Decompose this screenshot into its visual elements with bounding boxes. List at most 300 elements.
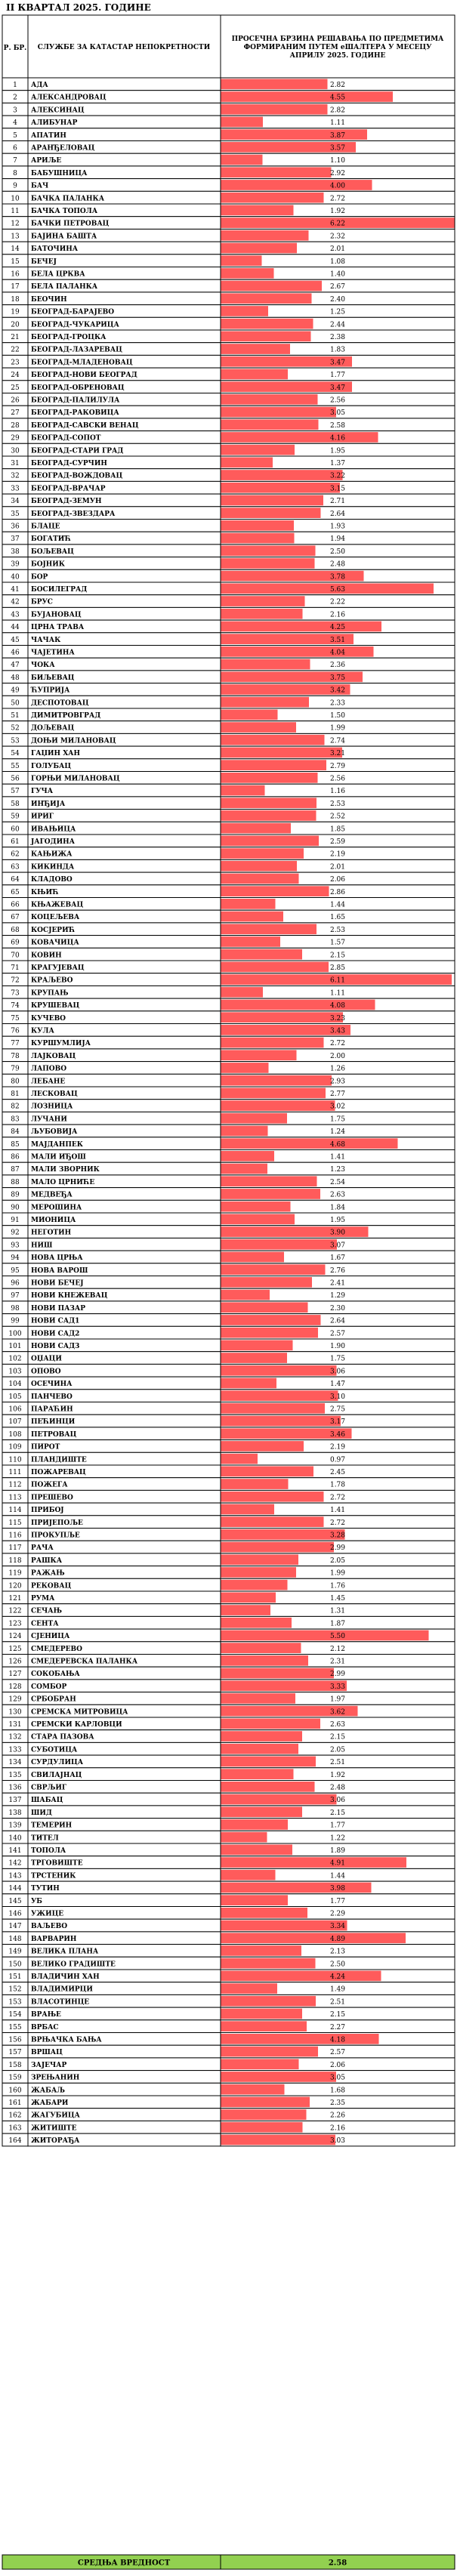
office-name: АЛЕКСАНДРОВАЦ bbox=[31, 94, 107, 102]
office-name: ЧОКА bbox=[31, 662, 55, 670]
office-name: КОЦЕЉЕВА bbox=[31, 914, 80, 922]
office-name: БЕОГРАД-СТАРИ ГРАД bbox=[31, 447, 124, 455]
table-row bbox=[2, 255, 455, 267]
table-row bbox=[2, 1100, 455, 1112]
bar bbox=[221, 293, 312, 304]
header-value: ПРОСЕЧНА БРЗИНА РЕШАВАЊА ПО ПРЕДМЕТИМА ФОРМИРАНИМ ПУТЕМ еШАЛТЕРА У МЕСЕЦУ АПРИЛУ 2025. ГОДИНЕ bbox=[231, 35, 444, 60]
office-name: АПАТИН bbox=[31, 131, 66, 140]
bar bbox=[221, 1794, 337, 1805]
row-number: 109 bbox=[8, 1443, 22, 1452]
table-row bbox=[2, 1137, 455, 1150]
office-name: ПЕТРОВАЦ bbox=[31, 1430, 77, 1439]
bar bbox=[221, 1719, 321, 1729]
row-number: 31 bbox=[11, 460, 20, 467]
value-label: 3.78 bbox=[329, 573, 346, 582]
table-row bbox=[2, 1402, 455, 1415]
bar bbox=[221, 2047, 319, 2057]
row-number: 34 bbox=[11, 498, 20, 506]
office-name: БЕОГРАД-ВРАЧАР bbox=[31, 485, 106, 493]
table-row bbox=[2, 91, 455, 103]
value-label: 3.21 bbox=[329, 750, 346, 758]
office-name: БАЧКИ ПЕТРОВАЦ bbox=[31, 220, 110, 228]
bar bbox=[221, 1416, 341, 1427]
office-name: КУЧЕВО bbox=[31, 1014, 66, 1023]
value-label: 2.99 bbox=[329, 1544, 346, 1553]
row-number: 76 bbox=[11, 1027, 20, 1035]
bar bbox=[221, 1920, 347, 1931]
row-number: 95 bbox=[11, 1266, 20, 1275]
value-label: 2.05 bbox=[329, 1556, 346, 1565]
value-label: 2.72 bbox=[329, 195, 346, 203]
bar bbox=[221, 1277, 313, 1288]
table-row bbox=[2, 671, 455, 683]
row-number: 28 bbox=[11, 421, 20, 430]
table-row bbox=[2, 2096, 455, 2109]
row-number: 131 bbox=[8, 1721, 22, 1729]
bar bbox=[221, 104, 328, 115]
office-name: ЛАПОВО bbox=[31, 1065, 67, 1073]
row-number: 119 bbox=[8, 1569, 22, 1578]
office-name: ЗАЈЕЧАР bbox=[31, 2061, 67, 2069]
table-row bbox=[2, 179, 455, 192]
value-label: 1.44 bbox=[329, 901, 346, 909]
bar bbox=[221, 1757, 317, 1767]
office-name: СОКОБАЊА bbox=[31, 1671, 80, 1679]
value-label: 1.41 bbox=[329, 1153, 346, 1162]
bar bbox=[221, 609, 303, 619]
value-label: 2.16 bbox=[329, 2124, 346, 2133]
bar bbox=[221, 319, 313, 329]
table-row bbox=[2, 204, 455, 217]
row-number: 69 bbox=[11, 939, 20, 947]
table-row bbox=[2, 381, 455, 393]
row-number: 67 bbox=[11, 914, 20, 922]
office-name: МЕРОШИНА bbox=[31, 1204, 82, 1212]
office-name: БОЉЕВАЦ bbox=[31, 548, 74, 556]
table-row bbox=[2, 1150, 455, 1163]
bar bbox=[221, 1000, 375, 1010]
bar bbox=[221, 987, 264, 998]
table-row bbox=[2, 229, 455, 242]
value-label: 2.51 bbox=[329, 1998, 346, 2007]
office-name: БЕОЧИН bbox=[31, 295, 67, 304]
value-label: 2.75 bbox=[329, 1405, 346, 1414]
table-row bbox=[2, 633, 455, 646]
bar bbox=[221, 1996, 317, 2007]
office-name: ИРИГ bbox=[31, 813, 54, 821]
bar bbox=[221, 1264, 326, 1275]
value-label: 2.15 bbox=[329, 952, 346, 960]
row-number: 11 bbox=[11, 208, 20, 215]
office-name: БЕОГРАД-ВОЖДОВАЦ bbox=[31, 472, 123, 480]
bar bbox=[221, 1454, 258, 1464]
office-name: СВРЉИГ bbox=[31, 1784, 67, 1792]
table-row bbox=[2, 797, 455, 810]
row-number: 163 bbox=[8, 2124, 22, 2133]
office-name: БЕОГРАД-БАРАЈЕВО bbox=[31, 308, 115, 316]
value-label: 1.75 bbox=[329, 1355, 346, 1363]
bar bbox=[221, 1138, 398, 1149]
value-label: 2.44 bbox=[329, 321, 346, 329]
table-row bbox=[2, 469, 455, 482]
row-number: 4 bbox=[13, 119, 17, 128]
table-row bbox=[2, 1377, 455, 1390]
value-label: 2.50 bbox=[329, 548, 346, 556]
table-row bbox=[2, 279, 455, 292]
value-label: 4.25 bbox=[329, 624, 346, 632]
office-name: ВРЊАЧКА БАЊА bbox=[31, 2036, 102, 2044]
row-number: 156 bbox=[8, 2036, 22, 2044]
row-number: 135 bbox=[8, 1771, 22, 1779]
table-row bbox=[2, 1024, 455, 1037]
office-name: ПОЖАРЕВАЦ bbox=[31, 1469, 86, 1476]
bar bbox=[221, 2135, 336, 2146]
value-label: 3.87 bbox=[329, 131, 346, 140]
row-number: 71 bbox=[11, 964, 20, 972]
row-number: 120 bbox=[8, 1582, 22, 1590]
bar bbox=[221, 1340, 293, 1351]
row-number: 157 bbox=[8, 2049, 22, 2057]
table-row bbox=[2, 1868, 455, 1881]
row-number: 13 bbox=[11, 233, 20, 241]
office-name: ГАЏИН ХАН bbox=[31, 750, 81, 758]
value-label: 2.54 bbox=[329, 1178, 346, 1186]
office-name: ПЛАНДИШТЕ bbox=[31, 1456, 87, 1464]
bar bbox=[221, 962, 329, 973]
office-name: БЕОГРАД-САВСКИ ВЕНАЦ bbox=[31, 421, 139, 430]
office-name: РАЖАЊ bbox=[31, 1569, 65, 1578]
table-row bbox=[2, 1566, 455, 1579]
value-label: 2.76 bbox=[329, 1266, 346, 1275]
bar bbox=[221, 2122, 303, 2133]
bar bbox=[221, 1605, 271, 1615]
office-name: БОГАТИЋ bbox=[31, 535, 71, 544]
bar bbox=[221, 1655, 309, 1666]
value-label: 2.56 bbox=[329, 775, 346, 783]
value-label: 2.19 bbox=[329, 1443, 346, 1452]
row-number: 78 bbox=[11, 1052, 20, 1060]
office-name: ГОЛУБАЦ bbox=[31, 762, 72, 770]
bar bbox=[221, 1744, 299, 1754]
row-number: 72 bbox=[11, 976, 20, 985]
row-number: 52 bbox=[11, 724, 20, 733]
bar bbox=[221, 1971, 381, 1982]
value-label: 1.23 bbox=[329, 1166, 346, 1174]
value-label: 3.47 bbox=[329, 384, 346, 392]
table-row bbox=[2, 1529, 455, 1541]
office-name: НОВИ БЕЧЕЈ bbox=[31, 1279, 84, 1288]
value-label: 2.31 bbox=[329, 1658, 346, 1666]
bar bbox=[221, 1567, 297, 1578]
table-row bbox=[2, 1301, 455, 1314]
bar bbox=[221, 1390, 338, 1401]
table-row bbox=[2, 330, 455, 343]
office-name: ВРАЊЕ bbox=[31, 2011, 61, 2019]
row-number: 17 bbox=[11, 283, 20, 292]
value-label: 1.99 bbox=[329, 724, 346, 733]
value-label: 2.48 bbox=[329, 560, 346, 569]
value-label: 2.85 bbox=[329, 964, 346, 972]
bar bbox=[221, 1731, 303, 1741]
row-number: 141 bbox=[8, 1847, 22, 1855]
row-number: 124 bbox=[8, 1633, 22, 1641]
value-label: 1.99 bbox=[329, 1569, 346, 1578]
table-row bbox=[2, 242, 455, 255]
value-label: 1.29 bbox=[329, 1292, 346, 1300]
value-label: 3.06 bbox=[329, 1797, 346, 1805]
row-number: 74 bbox=[11, 1002, 20, 1010]
value-label: 2.52 bbox=[329, 813, 346, 821]
row-number: 33 bbox=[11, 485, 20, 493]
bar bbox=[221, 735, 325, 745]
table-row bbox=[2, 1819, 455, 1831]
row-number: 23 bbox=[11, 359, 20, 367]
value-label: 1.67 bbox=[329, 1254, 346, 1263]
office-name: КИКИНДА bbox=[31, 863, 75, 872]
row-number: 107 bbox=[8, 1418, 22, 1427]
header-office: СЛУЖБЕ ЗА КАТАСТАР НЕПОКРЕТНОСТИ bbox=[37, 44, 211, 51]
bar bbox=[221, 1189, 321, 1199]
bar bbox=[221, 1782, 315, 1792]
value-label: 2.19 bbox=[329, 850, 346, 859]
table-row bbox=[2, 1982, 455, 1995]
office-name: РУМА bbox=[31, 1595, 55, 1603]
bar bbox=[221, 848, 304, 859]
value-label: 3.22 bbox=[329, 472, 346, 480]
table-row bbox=[2, 2045, 455, 2058]
table-row bbox=[2, 998, 455, 1011]
table-row bbox=[2, 1452, 455, 1465]
table-row bbox=[2, 305, 455, 318]
row-number: 89 bbox=[11, 1191, 20, 1199]
row-number: 57 bbox=[11, 788, 20, 796]
office-name: ТОПОЛА bbox=[31, 1847, 66, 1855]
bar bbox=[221, 243, 298, 254]
value-label: 2.63 bbox=[329, 1721, 346, 1729]
table-row bbox=[2, 343, 455, 356]
value-label: 2.59 bbox=[329, 838, 346, 846]
table-row bbox=[2, 2020, 455, 2033]
row-number: 122 bbox=[8, 1607, 22, 1615]
office-name: СЈЕНИЦА bbox=[31, 1633, 70, 1641]
office-name: ВЛАДИЧИН ХАН bbox=[31, 1973, 100, 1981]
value-label: 3.51 bbox=[329, 636, 346, 644]
table-row bbox=[2, 733, 455, 746]
row-number: 84 bbox=[11, 1128, 20, 1137]
table-row bbox=[2, 393, 455, 406]
row-number: 32 bbox=[11, 472, 20, 480]
table-row bbox=[2, 481, 455, 494]
value-label: 2.26 bbox=[329, 2112, 346, 2120]
office-name: ЧАЈЕТИНА bbox=[31, 649, 75, 657]
table-row bbox=[2, 1604, 455, 1617]
table-row bbox=[2, 1616, 455, 1629]
row-number: 118 bbox=[8, 1556, 22, 1565]
table-row bbox=[2, 1188, 455, 1201]
value-label: 1.89 bbox=[329, 1847, 346, 1855]
table-row bbox=[2, 936, 455, 949]
value-label: 2.53 bbox=[329, 926, 346, 934]
header-num: Р. БР. bbox=[3, 45, 27, 52]
table-row bbox=[2, 1276, 455, 1289]
bar bbox=[221, 1895, 289, 1905]
table-row bbox=[2, 1994, 455, 2007]
office-name: КОСЈЕРИЋ bbox=[31, 926, 76, 934]
footer-label: СРЕДЊА ВРЕДНОСТ bbox=[77, 2559, 171, 2568]
office-name: БАЧКА ПАЛАНКА bbox=[31, 195, 105, 203]
bar bbox=[221, 1983, 278, 1994]
bar bbox=[221, 332, 311, 342]
row-number: 115 bbox=[8, 1519, 22, 1527]
table-row bbox=[2, 1263, 455, 1276]
bar bbox=[221, 533, 295, 544]
row-number: 20 bbox=[11, 321, 20, 329]
bar bbox=[221, 1063, 269, 1073]
office-name: МАЛИ ИЂОШ bbox=[31, 1153, 86, 1162]
bar bbox=[221, 1554, 299, 1565]
table-row bbox=[2, 658, 455, 671]
bar bbox=[221, 91, 394, 102]
bar bbox=[221, 2034, 379, 2044]
value-label: 1.57 bbox=[329, 939, 346, 947]
row-number: 153 bbox=[8, 1998, 22, 2007]
office-name: НОВИ САД2 bbox=[31, 1330, 80, 1338]
bar bbox=[221, 1164, 268, 1174]
row-number: 66 bbox=[11, 901, 20, 909]
table-row bbox=[2, 1390, 455, 1402]
value-label: 2.64 bbox=[329, 510, 346, 518]
value-label: 1.93 bbox=[329, 523, 346, 531]
table-row bbox=[2, 1440, 455, 1453]
row-number: 142 bbox=[8, 1859, 22, 1868]
table-row bbox=[2, 859, 455, 872]
table-row bbox=[2, 317, 455, 330]
row-number: 161 bbox=[8, 2099, 22, 2107]
office-name: ШИД bbox=[31, 1809, 52, 1817]
value-label: 2.36 bbox=[329, 662, 346, 670]
bar bbox=[221, 924, 317, 934]
row-number: 164 bbox=[8, 2137, 22, 2146]
value-label: 3.28 bbox=[329, 1532, 346, 1540]
table-row bbox=[2, 1062, 455, 1075]
value-label: 1.10 bbox=[329, 157, 346, 165]
value-label: 1.75 bbox=[329, 1115, 346, 1124]
office-name: БЕОГРАД-ЗВЕЗДАРА bbox=[31, 510, 116, 518]
value-label: 2.92 bbox=[329, 169, 346, 177]
table-row bbox=[2, 1124, 455, 1137]
table-row bbox=[2, 1352, 455, 1365]
row-number: 48 bbox=[11, 674, 20, 682]
table-row bbox=[2, 1226, 455, 1239]
value-label: 4.08 bbox=[329, 1002, 346, 1010]
table-row bbox=[2, 1314, 455, 1327]
row-number: 134 bbox=[8, 1759, 22, 1767]
row-number: 159 bbox=[8, 2074, 22, 2082]
value-label: 1.92 bbox=[329, 208, 346, 215]
row-number: 110 bbox=[8, 1456, 22, 1464]
bar bbox=[221, 1365, 337, 1376]
office-name: ЖАГУБИЦА bbox=[31, 2112, 80, 2120]
value-label: 1.77 bbox=[329, 372, 346, 380]
value-label: 2.93 bbox=[329, 1078, 346, 1086]
table-row bbox=[2, 1831, 455, 1843]
value-label: 2.22 bbox=[329, 598, 346, 606]
row-number: 129 bbox=[8, 1695, 22, 1704]
bar bbox=[221, 306, 269, 316]
value-label: 6.22 bbox=[329, 220, 346, 228]
row-number: 3 bbox=[13, 106, 17, 115]
footer-value: 2.58 bbox=[328, 2559, 347, 2568]
office-name: КЛАДОВО bbox=[31, 876, 73, 884]
table-row bbox=[2, 116, 455, 128]
office-name: ЛЕБАНЕ bbox=[31, 1078, 66, 1086]
table-row bbox=[2, 898, 455, 911]
table-row bbox=[2, 1516, 455, 1529]
value-label: 5.50 bbox=[329, 1633, 346, 1641]
office-name: КРАЉЕВО bbox=[31, 976, 73, 985]
value-label: 1.40 bbox=[329, 270, 346, 279]
row-number: 104 bbox=[8, 1381, 22, 1389]
value-label: 1.41 bbox=[329, 1507, 346, 1515]
row-number: 18 bbox=[11, 295, 20, 304]
office-name: БАЧ bbox=[31, 182, 49, 190]
row-number: 2 bbox=[13, 94, 17, 102]
office-name: КУЛА bbox=[31, 1027, 54, 1035]
table-row bbox=[2, 191, 455, 204]
table-row bbox=[2, 456, 455, 469]
row-number: 60 bbox=[11, 825, 20, 834]
table-row bbox=[2, 1503, 455, 1516]
office-name: ИНЂИЈА bbox=[31, 800, 66, 808]
value-label: 2.41 bbox=[329, 1279, 346, 1288]
table-row bbox=[2, 1175, 455, 1188]
bar bbox=[221, 1618, 292, 1628]
table-row bbox=[2, 1478, 455, 1491]
row-number: 162 bbox=[8, 2112, 22, 2120]
table-row bbox=[2, 1667, 455, 1680]
table-row bbox=[2, 1200, 455, 1213]
bar bbox=[221, 1012, 344, 1023]
value-label: 2.00 bbox=[329, 1052, 346, 1060]
table-row bbox=[2, 1578, 455, 1591]
row-number: 87 bbox=[11, 1166, 20, 1174]
row-number: 127 bbox=[8, 1671, 22, 1679]
bar bbox=[221, 912, 284, 922]
row-number: 58 bbox=[11, 800, 20, 808]
table-row bbox=[2, 1881, 455, 1894]
bar bbox=[221, 1945, 302, 1956]
office-name: КУРШУМЛИЈА bbox=[31, 1040, 91, 1048]
bar bbox=[221, 760, 327, 770]
bar bbox=[221, 79, 328, 90]
value-label: 1.95 bbox=[329, 447, 346, 455]
bar bbox=[221, 2084, 285, 2095]
row-number: 40 bbox=[11, 573, 20, 582]
row-number: 51 bbox=[11, 712, 20, 720]
bar bbox=[221, 1845, 293, 1856]
bar bbox=[221, 193, 324, 203]
row-number: 30 bbox=[11, 447, 20, 455]
row-number: 108 bbox=[8, 1430, 22, 1439]
row-number: 35 bbox=[11, 510, 20, 518]
table-row bbox=[2, 569, 455, 582]
office-name: ОЏАЦИ bbox=[31, 1355, 62, 1363]
table-row bbox=[2, 1112, 455, 1124]
row-number: 101 bbox=[8, 1343, 22, 1350]
office-name: ПАРАЋИН bbox=[31, 1405, 73, 1414]
office-name: БУЈАНОВАЦ bbox=[31, 611, 82, 619]
office-name: НОВИ САД1 bbox=[31, 1317, 80, 1325]
